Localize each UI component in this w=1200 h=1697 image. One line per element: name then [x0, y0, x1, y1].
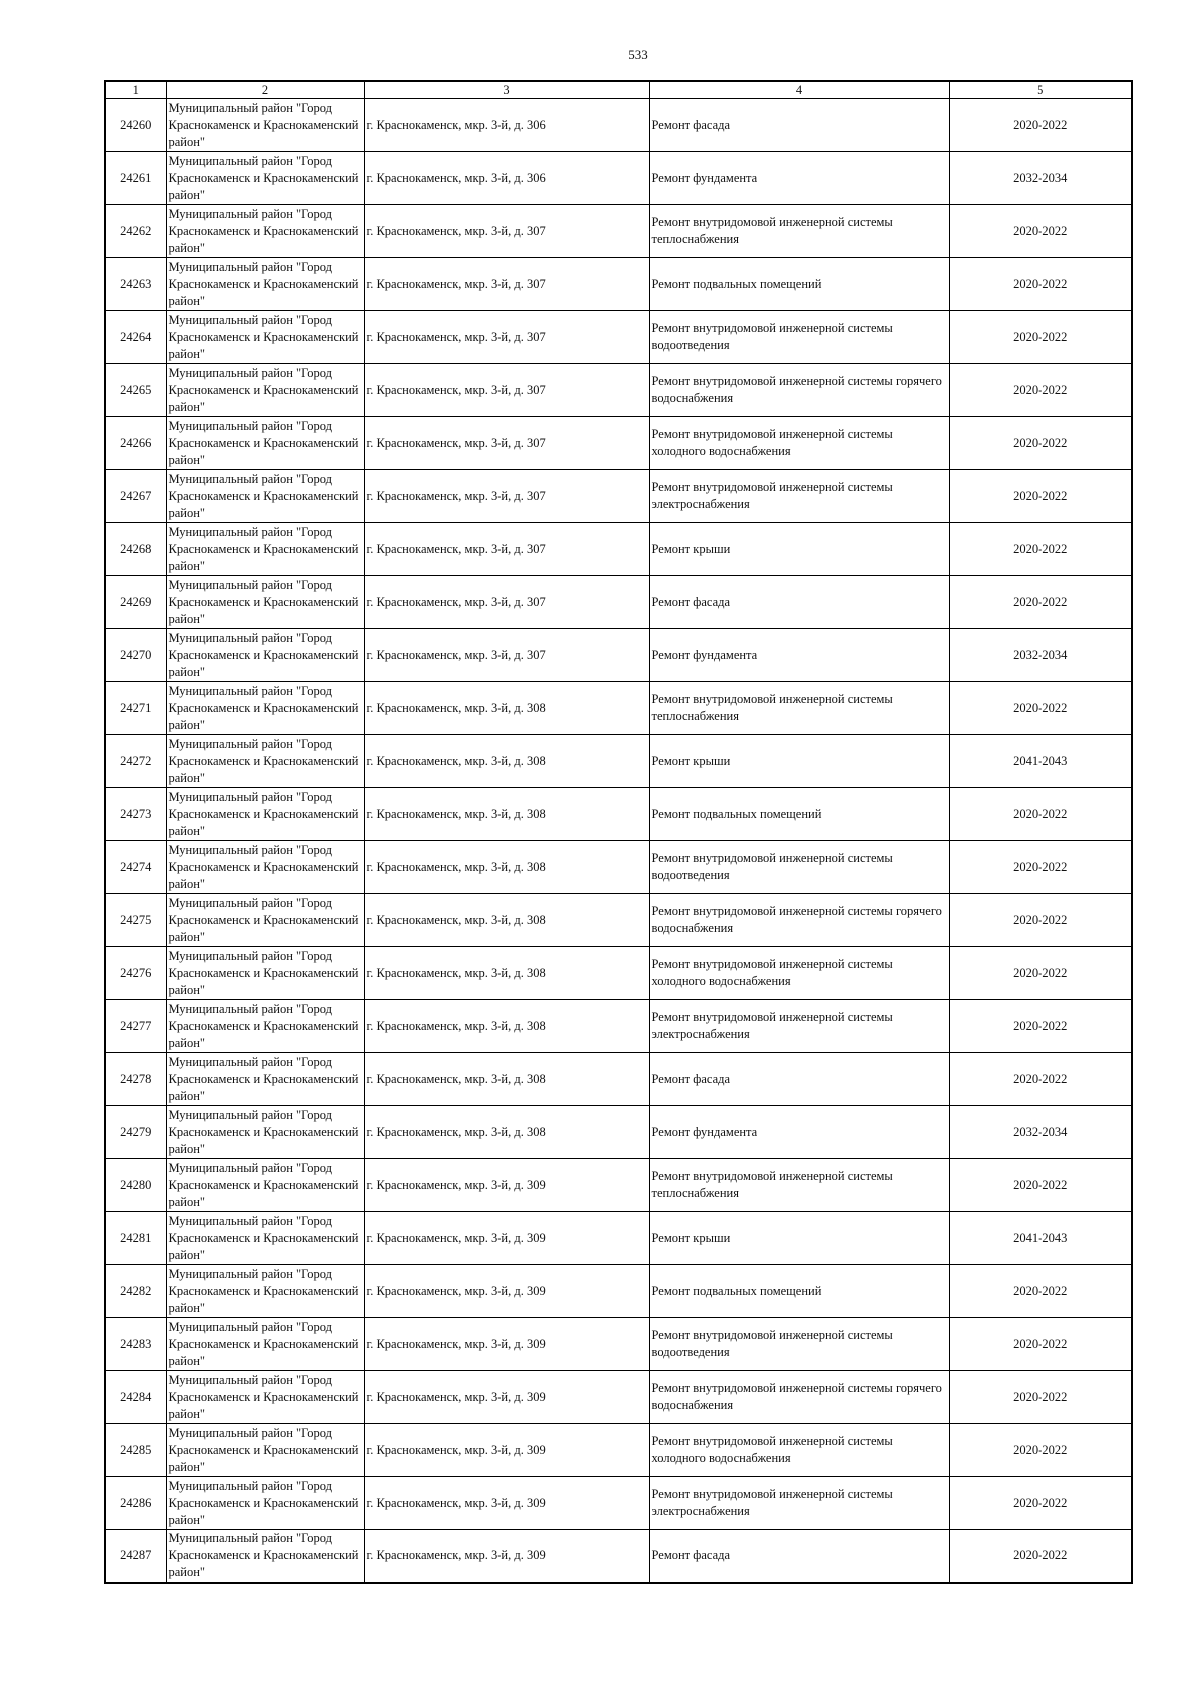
row-number-cell: 24287	[105, 1530, 166, 1583]
address-cell: г. Краснокаменск, мкр. 3-й, д. 309	[364, 1159, 649, 1212]
table-body	[105, 99, 1132, 1583]
period-cell: 2020-2022	[949, 576, 1132, 629]
work-type-cell: Ремонт внутридомовой инженерной системы электроснабжения	[649, 470, 949, 523]
municipality-cell: Муниципальный район "Город Краснокаменск и Краснокаменский район"	[166, 1053, 364, 1106]
row-number-cell: 24260	[105, 99, 166, 152]
address-cell: г. Краснокаменск, мкр. 3-й, д. 309	[364, 1265, 649, 1318]
municipality-cell: Муниципальный район "Город Краснокаменск и Краснокаменский район"	[166, 1424, 364, 1477]
municipality-cell: Муниципальный район "Город Краснокаменск и Краснокаменский район"	[166, 1530, 364, 1583]
table-row	[105, 841, 1132, 894]
address-cell: г. Краснокаменск, мкр. 3-й, д. 307	[364, 364, 649, 417]
municipality-cell: Муниципальный район "Город Краснокаменск и Краснокаменский район"	[166, 788, 364, 841]
municipality-cell: Муниципальный район "Город Краснокаменск и Краснокаменский район"	[166, 576, 364, 629]
table-row	[105, 576, 1132, 629]
period-cell: 2020-2022	[949, 894, 1132, 947]
row-number-cell: 24282	[105, 1265, 166, 1318]
work-type-cell: Ремонт внутридомовой инженерной системы электроснабжения	[649, 1000, 949, 1053]
municipality-cell: Муниципальный район "Город Краснокаменск и Краснокаменский район"	[166, 1265, 364, 1318]
address-cell: г. Краснокаменск, мкр. 3-й, д. 309	[364, 1318, 649, 1371]
period-cell: 2020-2022	[949, 417, 1132, 470]
municipality-cell: Муниципальный район "Город Краснокаменск и Краснокаменский район"	[166, 417, 364, 470]
work-type-cell: Ремонт подвальных помещений	[649, 1265, 949, 1318]
period-cell: 2041-2043	[949, 1212, 1132, 1265]
period-cell: 2020-2022	[949, 682, 1132, 735]
work-type-cell: Ремонт фасада	[649, 1053, 949, 1106]
table-row	[105, 947, 1132, 1000]
address-cell: г. Краснокаменск, мкр. 3-й, д. 307	[364, 470, 649, 523]
period-cell: 2020-2022	[949, 1159, 1132, 1212]
table-row	[105, 417, 1132, 470]
row-number-cell: 24267	[105, 470, 166, 523]
column-number-header-row	[105, 81, 1132, 99]
address-cell: г. Краснокаменск, мкр. 3-й, д. 307	[364, 258, 649, 311]
period-cell: 2020-2022	[949, 523, 1132, 576]
work-type-cell: Ремонт внутридомовой инженерной системы теплоснабжения	[649, 205, 949, 258]
table-row	[105, 1053, 1132, 1106]
period-cell: 2041-2043	[949, 735, 1132, 788]
work-type-cell: Ремонт внутридомовой инженерной системы теплоснабжения	[649, 682, 949, 735]
row-number-cell: 24269	[105, 576, 166, 629]
table-row	[105, 99, 1132, 152]
municipality-cell: Муниципальный район "Город Краснокаменск и Краснокаменский район"	[166, 735, 364, 788]
work-type-cell: Ремонт подвальных помещений	[649, 788, 949, 841]
table-row	[105, 1159, 1132, 1212]
address-cell: г. Краснокаменск, мкр. 3-й, д. 309	[364, 1371, 649, 1424]
address-cell: г. Краснокаменск, мкр. 3-й, д. 307	[364, 311, 649, 364]
period-cell: 2020-2022	[949, 99, 1132, 152]
row-number-cell: 24284	[105, 1371, 166, 1424]
table-row	[105, 1424, 1132, 1477]
table-row	[105, 205, 1132, 258]
address-cell: г. Краснокаменск, мкр. 3-й, д. 308	[364, 788, 649, 841]
address-cell: г. Краснокаменск, мкр. 3-й, д. 308	[364, 735, 649, 788]
municipality-cell: Муниципальный район "Город Краснокаменск и Краснокаменский район"	[166, 470, 364, 523]
row-number-cell: 24271	[105, 682, 166, 735]
address-cell: г. Краснокаменск, мкр. 3-й, д. 308	[364, 841, 649, 894]
table-row	[105, 735, 1132, 788]
column-header-2: 2	[166, 81, 364, 99]
period-cell: 2020-2022	[949, 1530, 1132, 1583]
table-row	[105, 1000, 1132, 1053]
period-cell: 2020-2022	[949, 1318, 1132, 1371]
municipality-cell: Муниципальный район "Город Краснокаменск и Краснокаменский район"	[166, 1000, 364, 1053]
address-cell: г. Краснокаменск, мкр. 3-й, д. 308	[364, 894, 649, 947]
row-number-cell: 24276	[105, 947, 166, 1000]
municipality-cell: Муниципальный район "Город Краснокаменск и Краснокаменский район"	[166, 523, 364, 576]
column-header-5: 5	[949, 81, 1132, 99]
table-row	[105, 788, 1132, 841]
municipality-cell: Муниципальный район "Город Краснокаменск и Краснокаменский район"	[166, 682, 364, 735]
row-number-cell: 24281	[105, 1212, 166, 1265]
address-cell: г. Краснокаменск, мкр. 3-й, д. 308	[364, 1106, 649, 1159]
period-cell: 2020-2022	[949, 311, 1132, 364]
municipality-cell: Муниципальный район "Город Краснокаменск и Краснокаменский район"	[166, 947, 364, 1000]
table-row	[105, 258, 1132, 311]
work-type-cell: Ремонт внутридомовой инженерной системы теплоснабжения	[649, 1159, 949, 1212]
table-row	[105, 682, 1132, 735]
column-header-1: 1	[105, 81, 166, 99]
municipality-cell: Муниципальный район "Город Краснокаменск и Краснокаменский район"	[166, 1106, 364, 1159]
municipality-cell: Муниципальный район "Город Краснокаменск и Краснокаменский район"	[166, 1371, 364, 1424]
municipality-cell: Муниципальный район "Город Краснокаменск и Краснокаменский район"	[166, 99, 364, 152]
work-type-cell: Ремонт крыши	[649, 523, 949, 576]
table-row	[105, 1477, 1132, 1530]
period-cell: 2020-2022	[949, 841, 1132, 894]
period-cell: 2020-2022	[949, 205, 1132, 258]
row-number-cell: 24264	[105, 311, 166, 364]
municipality-cell: Муниципальный район "Город Краснокаменск и Краснокаменский район"	[166, 311, 364, 364]
work-type-cell: Ремонт внутридомовой инженерной системы водоотведения	[649, 1318, 949, 1371]
period-cell: 2020-2022	[949, 788, 1132, 841]
row-number-cell: 24262	[105, 205, 166, 258]
municipality-cell: Муниципальный район "Город Краснокаменск и Краснокаменский район"	[166, 1477, 364, 1530]
address-cell: г. Краснокаменск, мкр. 3-й, д. 309	[364, 1477, 649, 1530]
work-type-cell: Ремонт фундамента	[649, 629, 949, 682]
period-cell: 2020-2022	[949, 470, 1132, 523]
municipality-cell: Муниципальный район "Город Краснокаменск и Краснокаменский район"	[166, 841, 364, 894]
table-row	[105, 523, 1132, 576]
address-cell: г. Краснокаменск, мкр. 3-й, д. 308	[364, 682, 649, 735]
work-type-cell: Ремонт подвальных помещений	[649, 258, 949, 311]
row-number-cell: 24285	[105, 1424, 166, 1477]
municipality-cell: Муниципальный район "Город Краснокаменск и Краснокаменский район"	[166, 1159, 364, 1212]
table-row	[105, 152, 1132, 205]
work-type-cell: Ремонт внутридомовой инженерной системы горячего водоснабжения	[649, 1371, 949, 1424]
column-header-3: 3	[364, 81, 649, 99]
table-row	[105, 1106, 1132, 1159]
row-number-cell: 24274	[105, 841, 166, 894]
repair-schedule-table	[104, 80, 1133, 1584]
row-number-cell: 24261	[105, 152, 166, 205]
period-cell: 2032-2034	[949, 629, 1132, 682]
address-cell: г. Краснокаменск, мкр. 3-й, д. 309	[364, 1212, 649, 1265]
municipality-cell: Муниципальный район "Город Краснокаменск и Краснокаменский район"	[166, 629, 364, 682]
work-type-cell: Ремонт внутридомовой инженерной системы холодного водоснабжения	[649, 1424, 949, 1477]
work-type-cell: Ремонт фасада	[649, 576, 949, 629]
address-cell: г. Краснокаменск, мкр. 3-й, д. 307	[364, 523, 649, 576]
period-cell: 2020-2022	[949, 1371, 1132, 1424]
period-cell: 2020-2022	[949, 1265, 1132, 1318]
row-number-cell: 24273	[105, 788, 166, 841]
period-cell: 2020-2022	[949, 1424, 1132, 1477]
work-type-cell: Ремонт фундамента	[649, 152, 949, 205]
period-cell: 2032-2034	[949, 1106, 1132, 1159]
municipality-cell: Муниципальный район "Город Краснокаменск и Краснокаменский район"	[166, 364, 364, 417]
work-type-cell: Ремонт фасада	[649, 99, 949, 152]
municipality-cell: Муниципальный район "Город Краснокаменск и Краснокаменский район"	[166, 1318, 364, 1371]
period-cell: 2020-2022	[949, 947, 1132, 1000]
address-cell: г. Краснокаменск, мкр. 3-й, д. 308	[364, 947, 649, 1000]
row-number-cell: 24266	[105, 417, 166, 470]
table-row	[105, 1318, 1132, 1371]
work-type-cell: Ремонт крыши	[649, 735, 949, 788]
period-cell: 2032-2034	[949, 152, 1132, 205]
address-cell: г. Краснокаменск, мкр. 3-й, д. 307	[364, 205, 649, 258]
work-type-cell: Ремонт крыши	[649, 1212, 949, 1265]
row-number-cell: 24270	[105, 629, 166, 682]
column-header-4: 4	[649, 81, 949, 99]
municipality-cell: Муниципальный район "Город Краснокаменск и Краснокаменский район"	[166, 152, 364, 205]
work-type-cell: Ремонт фасада	[649, 1530, 949, 1583]
row-number-cell: 24277	[105, 1000, 166, 1053]
row-number-cell: 24286	[105, 1477, 166, 1530]
work-type-cell: Ремонт внутридомовой инженерной системы водоотведения	[649, 841, 949, 894]
address-cell: г. Краснокаменск, мкр. 3-й, д. 307	[364, 629, 649, 682]
table-row	[105, 1212, 1132, 1265]
work-type-cell: Ремонт фундамента	[649, 1106, 949, 1159]
work-type-cell: Ремонт внутридомовой инженерной системы горячего водоснабжения	[649, 364, 949, 417]
municipality-cell: Муниципальный район "Город Краснокаменск и Краснокаменский район"	[166, 1212, 364, 1265]
row-number-cell: 24263	[105, 258, 166, 311]
table-row	[105, 311, 1132, 364]
row-number-cell: 24272	[105, 735, 166, 788]
row-number-cell: 24280	[105, 1159, 166, 1212]
period-cell: 2020-2022	[949, 258, 1132, 311]
address-cell: г. Краснокаменск, мкр. 3-й, д. 307	[364, 417, 649, 470]
work-type-cell: Ремонт внутридомовой инженерной системы электроснабжения	[649, 1477, 949, 1530]
address-cell: г. Краснокаменск, мкр. 3-й, д. 308	[364, 1053, 649, 1106]
table-row	[105, 364, 1132, 417]
row-number-cell: 24283	[105, 1318, 166, 1371]
municipality-cell: Муниципальный район "Город Краснокаменск и Краснокаменский район"	[166, 258, 364, 311]
table-row	[105, 629, 1132, 682]
row-number-cell: 24275	[105, 894, 166, 947]
table-row	[105, 1371, 1132, 1424]
page-number: 533	[628, 47, 648, 62]
work-type-cell: Ремонт внутридомовой инженерной системы горячего водоснабжения	[649, 894, 949, 947]
address-cell: г. Краснокаменск, мкр. 3-й, д. 309	[364, 1530, 649, 1583]
row-number-cell: 24265	[105, 364, 166, 417]
municipality-cell: Муниципальный район "Город Краснокаменск и Краснокаменский район"	[166, 894, 364, 947]
address-cell: г. Краснокаменск, мкр. 3-й, д. 307	[364, 576, 649, 629]
municipality-cell: Муниципальный район "Город Краснокаменск и Краснокаменский район"	[166, 205, 364, 258]
row-number-cell: 24279	[105, 1106, 166, 1159]
address-cell: г. Краснокаменск, мкр. 3-й, д. 308	[364, 1000, 649, 1053]
row-number-cell: 24278	[105, 1053, 166, 1106]
work-type-cell: Ремонт внутридомовой инженерной системы водоотведения	[649, 311, 949, 364]
work-type-cell: Ремонт внутридомовой инженерной системы холодного водоснабжения	[649, 947, 949, 1000]
period-cell: 2020-2022	[949, 1477, 1132, 1530]
period-cell: 2020-2022	[949, 1053, 1132, 1106]
period-cell: 2020-2022	[949, 364, 1132, 417]
address-cell: г. Краснокаменск, мкр. 3-й, д. 309	[364, 1424, 649, 1477]
work-type-cell: Ремонт внутридомовой инженерной системы холодного водоснабжения	[649, 417, 949, 470]
table-row	[105, 1265, 1132, 1318]
address-cell: г. Краснокаменск, мкр. 3-й, д. 306	[364, 99, 649, 152]
address-cell: г. Краснокаменск, мкр. 3-й, д. 306	[364, 152, 649, 205]
row-number-cell: 24268	[105, 523, 166, 576]
table-row	[105, 470, 1132, 523]
period-cell: 2020-2022	[949, 1000, 1132, 1053]
table-row	[105, 894, 1132, 947]
table-row	[105, 1530, 1132, 1583]
